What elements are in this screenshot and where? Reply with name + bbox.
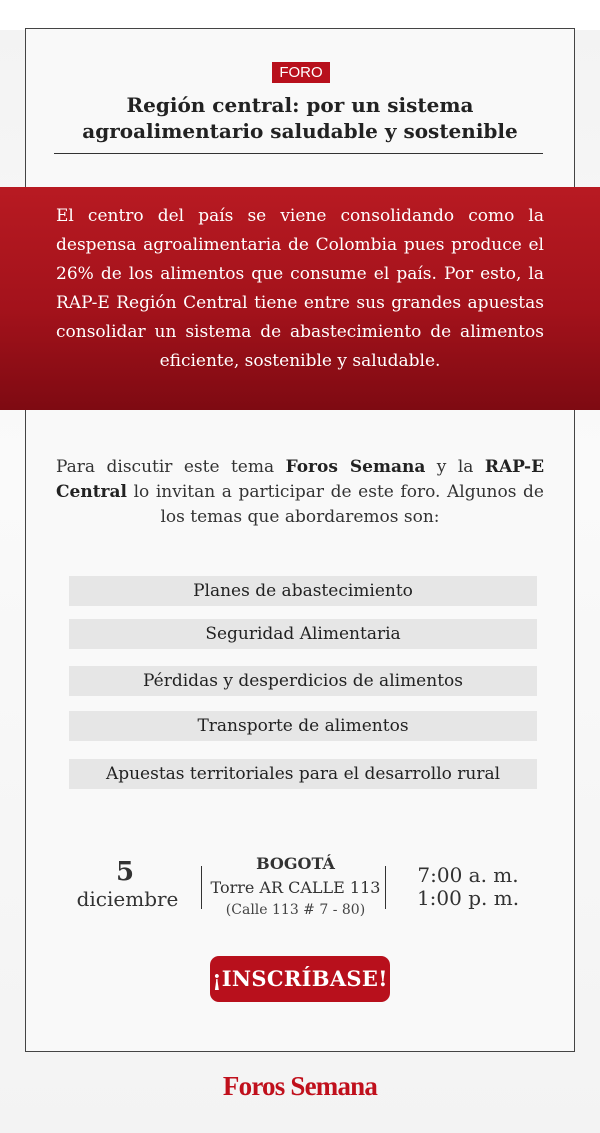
topic-item: Pérdidas y desperdicios de alimentos [69,666,537,696]
invite-part-3: lo invitan a participar de este foro. Algunos de los temas que abordaremos son: [127,482,544,527]
event-city: BOGOTÁ [256,854,335,873]
event-address: (Calle 113 # 7 - 80) [225,902,366,918]
invite-text [56,455,544,530]
title-divider [54,153,543,154]
event-day: 5 [115,857,135,887]
event-month: diciembre [76,887,179,911]
invite-organizer-1: Foros Semana [285,457,426,477]
event-venue: Torre AR CALLE 113 [210,878,381,897]
brand-logo[interactable]: Foros Semana [222,1071,378,1101]
topic-item: Planes de abastecimiento [69,576,537,606]
event-start-time: 7:00 a. m. [417,863,519,887]
topic-item: Seguridad Alimentaria [69,619,537,649]
invite-part-2: y la [425,457,485,477]
category-tag: FORO [272,62,330,83]
date-divider [201,866,202,909]
invite-organizer-2: RAP-E Central [56,457,545,502]
intro-text: El centro del país se viene consolidando como la despensa agroalimentaria de Colombia pues produce el 26% de los alimentos que consume el país. Por esto, la RAP-E Región Central tiene entre sus grandes apuestas consolidar un sistema de abastecimiento de alimentos eficiente, sostenible y saludable. [56,206,544,371]
topic-item: Transporte de alimentos [69,711,537,741]
event-end-time: 1:00 p. m. [416,886,520,910]
register-button[interactable]: ¡INSCRÍBASE! [210,956,390,1002]
page-title: Región central: por un sistema agroalimentario saludable y sostenible [82,93,518,143]
topic-item: Apuestas territoriales para el desarrollo rural [69,759,537,789]
invite-part-1: Para discutir este tema [56,457,286,477]
time-divider [385,866,386,909]
